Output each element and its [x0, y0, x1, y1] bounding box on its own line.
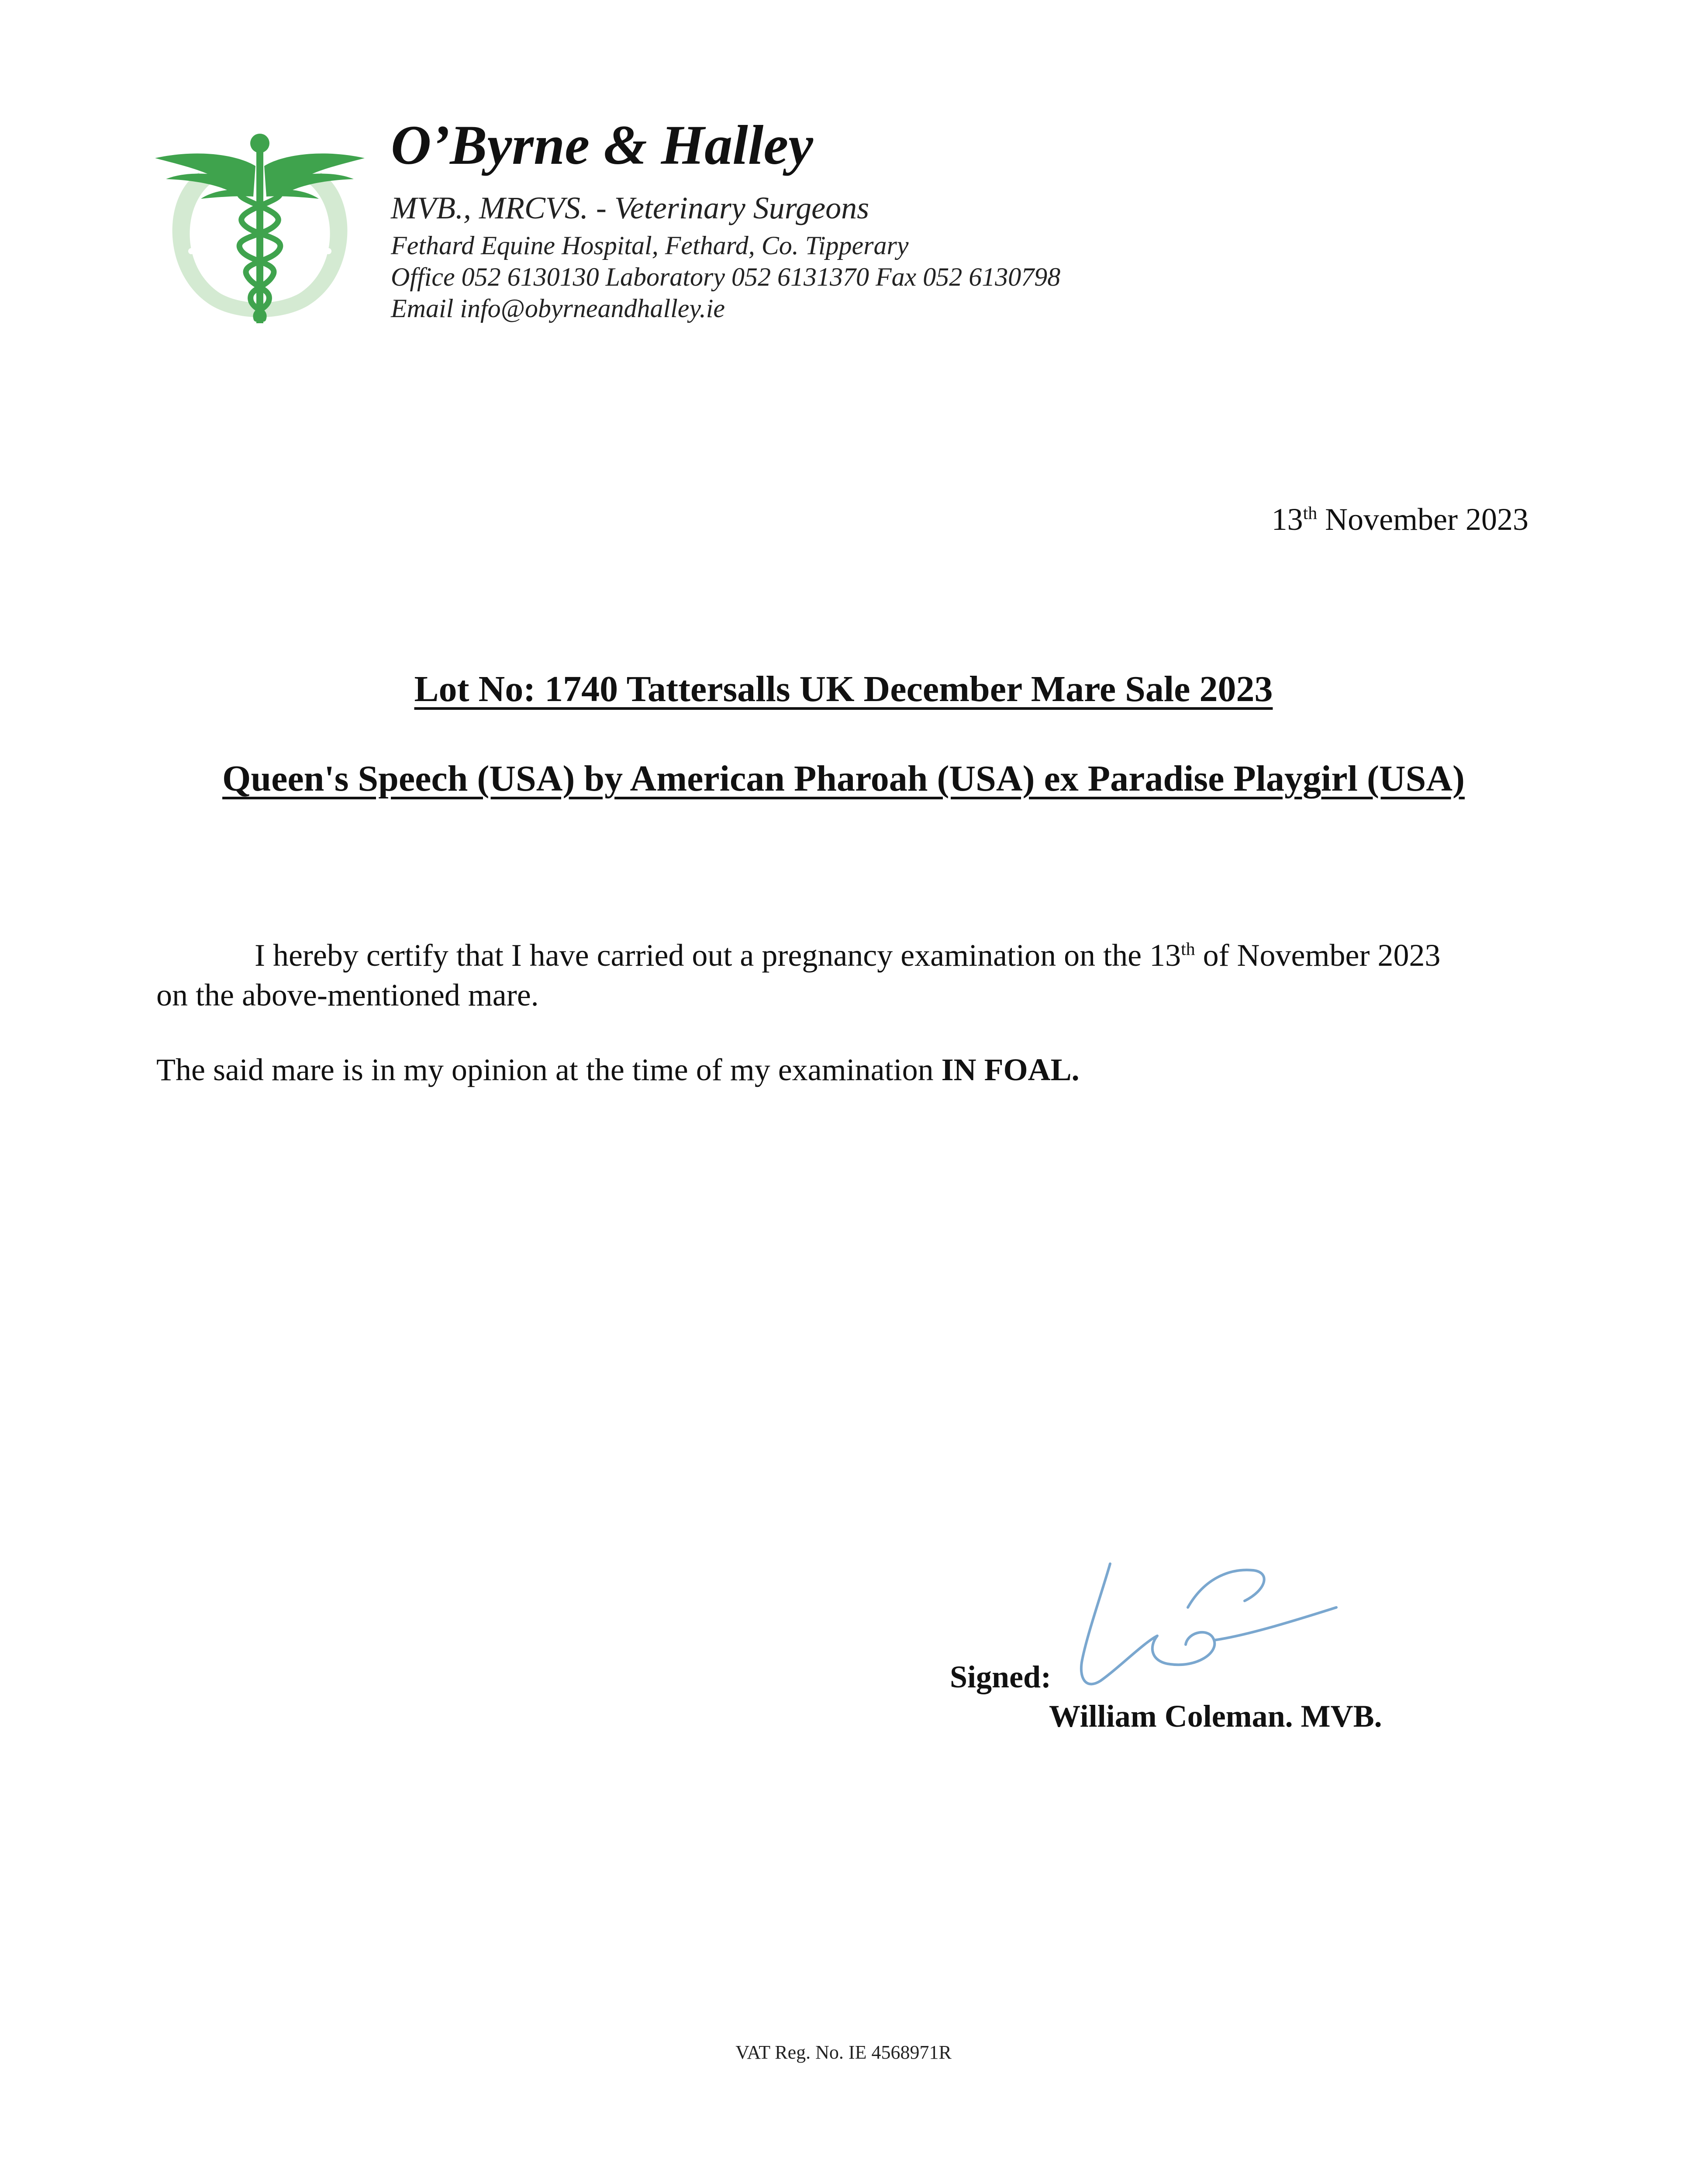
handwritten-signature: [1061, 1542, 1349, 1699]
cert-line1-rest: of November 2023: [1195, 938, 1441, 973]
firm-email: Email info@obyrneandhalley.ie: [391, 294, 725, 323]
certification-line-1: [255, 940, 1440, 971]
cert-line1-prefix: I hereby certify that I have carried out a pregnancy examination on the 13: [255, 938, 1181, 973]
firm-name: O’Byrne & Halley: [391, 114, 813, 176]
cert-line1-suffix: th: [1181, 939, 1195, 959]
firm-phones: Office 052 6130130 Laboratory 052 6131370 Fax 052 6130798: [391, 263, 1061, 291]
signed-label: Signed:: [950, 1659, 1052, 1694]
lot-heading: Lot No: 1740 Tattersalls UK December Mare Sale 2023: [414, 669, 1273, 709]
date-suffix: th: [1303, 503, 1318, 523]
firm-address: Fethard Equine Hospital, Fethard, Co. Tipperary: [391, 231, 909, 260]
signatory-name: William Coleman. MVB.: [1049, 1699, 1382, 1734]
pedigree-heading: Queen's Speech (USA) by American Pharoah (USA) ex Paradise Playgirl (USA): [222, 758, 1465, 799]
opinion-line: [156, 1054, 1080, 1085]
firm-qualifications: MVB., MRCVS. - Veterinary Surgeons: [391, 190, 869, 225]
vat-registration: VAT Reg. No. IE 4568971R: [735, 2042, 952, 2063]
in-foal-result: IN FOAL.: [941, 1052, 1080, 1087]
date-rest: November 2023: [1317, 502, 1528, 537]
letter-date: [1272, 504, 1528, 535]
caduceus-horseshoe-icon: [146, 131, 373, 328]
certification-line-2: on the above-mentioned mare.: [156, 978, 539, 1013]
date-day: 13: [1271, 502, 1303, 537]
opinion-prefix: The said mare is in my opinion at the time of my examination: [156, 1052, 942, 1087]
